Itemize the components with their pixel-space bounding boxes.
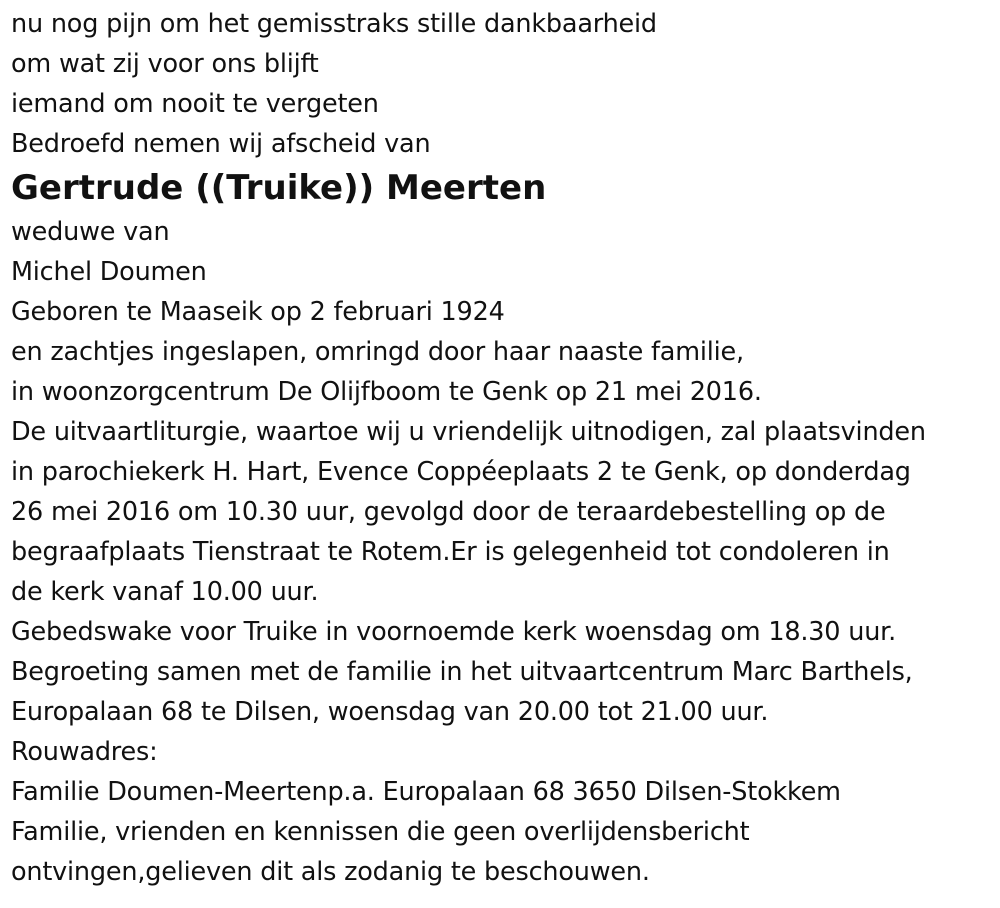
body-line: en zachtjes ingeslapen, omringd door haar naaste familie, bbox=[11, 337, 744, 367]
intro-line: nu nog pijn om het gemisstraks stille dankbaarheid bbox=[11, 9, 657, 39]
body-line: 26 mei 2016 om 10.30 uur, gevolgd door de teraardebestelling op de bbox=[11, 497, 886, 527]
intro-line: iemand om nooit te vergeten bbox=[11, 89, 379, 119]
body-line: weduwe van bbox=[11, 217, 170, 247]
body-line: Gebedswake voor Truike in voornoemde kerk woensdag om 18.30 uur. bbox=[11, 617, 897, 647]
body-line: in woonzorgcentrum De Olijfboom te Genk op 21 mei 2016. bbox=[11, 377, 762, 407]
body-line: Begroeting samen met de familie in het uitvaartcentrum Marc Barthels, bbox=[11, 657, 913, 687]
body-line: Geboren te Maaseik op 2 februari 1924 bbox=[11, 297, 505, 327]
body-line: Familie Doumen-Meertenp.a. Europalaan 68 3650 Dilsen-Stokkem bbox=[11, 777, 841, 807]
body-line: Michel Doumen bbox=[11, 257, 207, 287]
body-line: Europalaan 68 te Dilsen, woensdag van 20.00 tot 21.00 uur. bbox=[11, 697, 769, 727]
body-line: Rouwadres: bbox=[11, 737, 158, 767]
intro-line: om wat zij voor ons blijft bbox=[11, 49, 319, 79]
body-line: de kerk vanaf 10.00 uur. bbox=[11, 577, 319, 607]
obituary-notice bbox=[11, 4, 996, 892]
body-line: De uitvaartliturgie, waartoe wij u vriendelijk uitnodigen, zal plaatsvinden bbox=[11, 417, 926, 447]
deceased-name: Gertrude ((Truike)) Meerten bbox=[11, 168, 547, 208]
body-line: Familie, vrienden en kennissen die geen overlijdensbericht bbox=[11, 817, 750, 847]
body-line: ontvingen,gelieven dit als zodanig te beschouwen. bbox=[11, 857, 650, 887]
body-line: begraafplaats Tienstraat te Rotem.Er is gelegenheid tot condoleren in bbox=[11, 537, 890, 567]
intro-line: Bedroefd nemen wij afscheid van bbox=[11, 129, 431, 159]
body-line: in parochiekerk H. Hart, Evence Coppéeplaats 2 te Genk, op donderdag bbox=[11, 457, 911, 487]
